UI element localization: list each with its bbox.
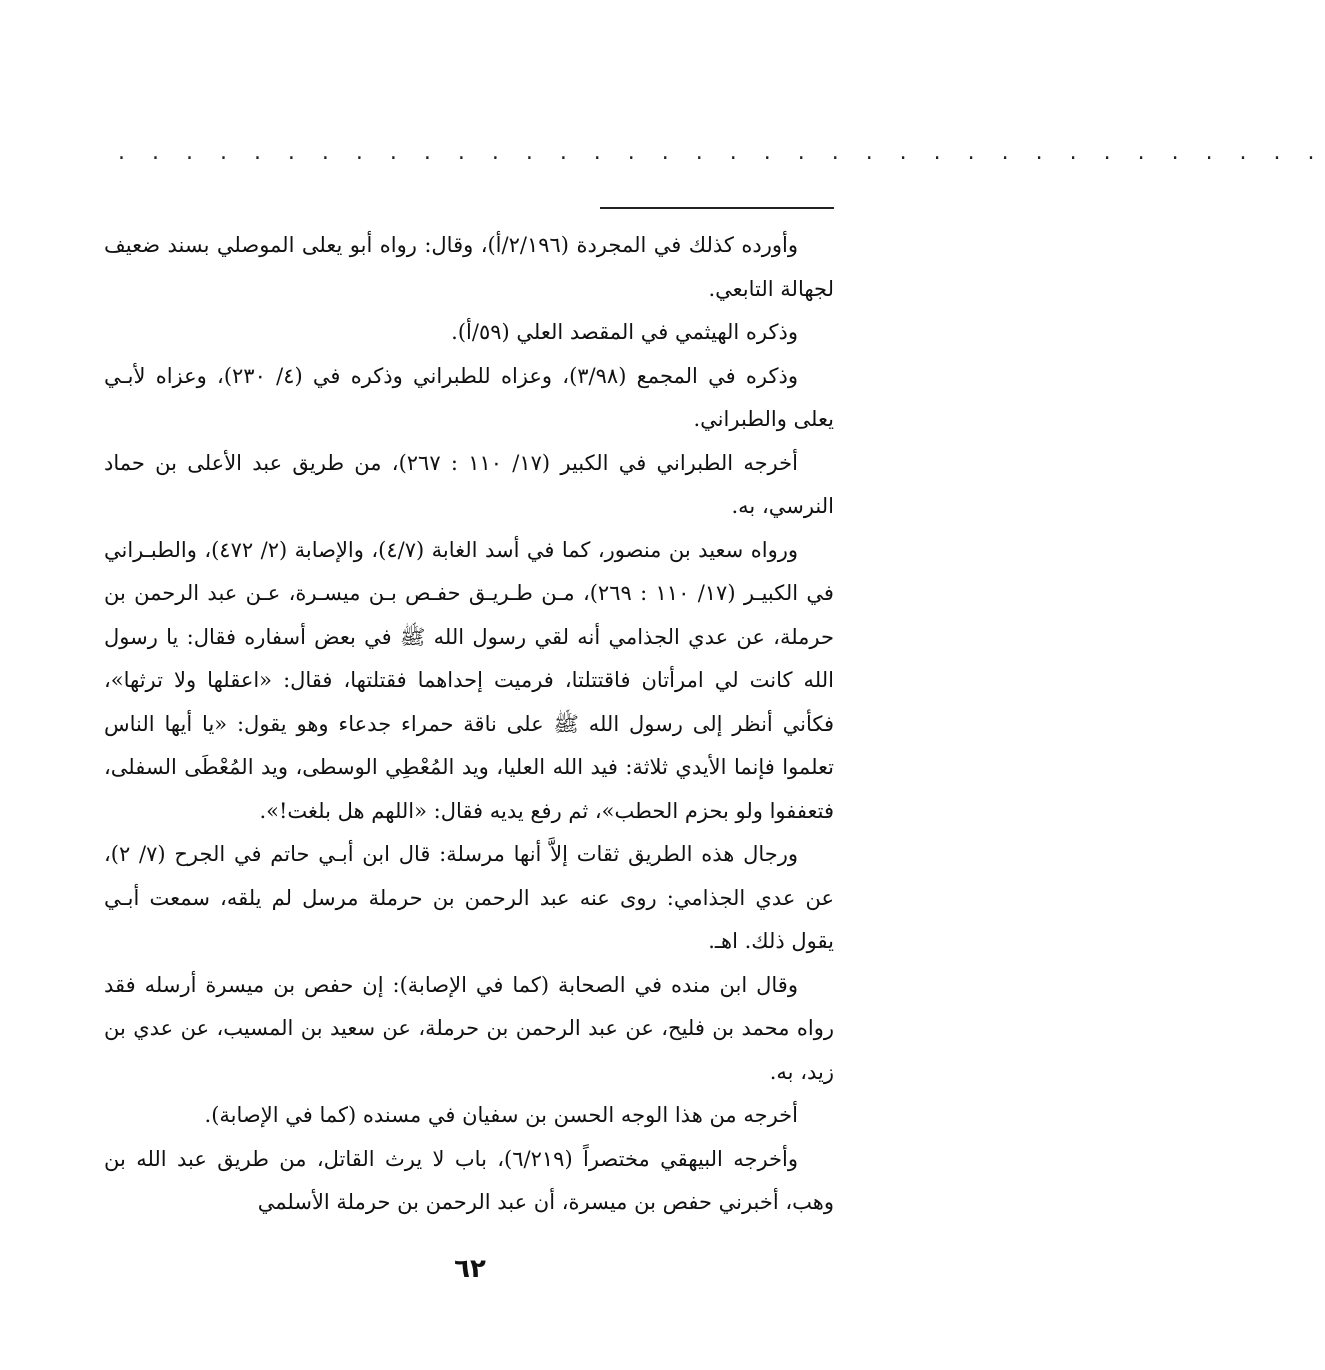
paragraph-2: وذكره الهيثمي في المقصد العلي (٥٩/أ). — [451, 320, 798, 344]
paragraph-8: أخرجه من هذا الوجه الحسن بن سفيان في مسنده (كما في الإصابة). — [204, 1103, 798, 1127]
page-number: ٦٢ — [454, 1254, 486, 1284]
paragraph-4: أخرجه الطبراني في الكبير (١٧/ ١١٠ : ٢٦٧)، من طريق عبد الأعلى بن حماد النرسي، به. — [104, 450, 834, 518]
paragraph-7: وقال ابن منده في الصحابة (كما في الإصابة): إن حفص بن ميسرة أرسله فقد رواه محمد بن فليح، عن عبد الرحمن بن حرملة، عن سعيد بن المسيب، عن عدي بن زيد، به. — [104, 972, 834, 1084]
paragraph-3: وذكره في المجمع (٣/٩٨)، وعزاه للطبراني وذكره في (٤/ ٢٣٠)، وعزاه لأبـي يعلى والطبراني. — [104, 363, 834, 431]
paragraph-1: وأورده كذلك في المجردة (٢/١٩٦/أ)، وقال: رواه أبو يعلى الموصلي بسند ضعيف لجهالة التابعي. — [104, 233, 834, 301]
paragraph-5: ورواه سعيد بن منصور، كما في أسد الغابة (٤/٧)، والإصابة (٢/ ٤٧٢)، والطبـراني في الكبيـر (١٧/ ١١٠ : ٢٦٩)، مـن طـريـق حفـص بـن ميسـرة، عـن عبد الرحمن بن حرملة، عن عدي الجذامي أنه لقي رسول الله ﷺ في بعض أسفاره فقال: يا رسول الله كانت لي امرأتان فاقتتلتا، فرميت إحداهما فقتلتها، فقال: «اعقلها ولا ترثها»، فكأني أنظر إلى رسول الله ﷺ على ناقة حمراء جدعاء وهو يقول: «يا أيها الناس تعلموا فإنما الأيدي ثلاثة: فيد الله العليا، ويد المُعْطِي الوسطى، ويد المُعْطَى السفلى، فتعففوا ولو بحزم الحطب»، ثم رفع يديه فقال: «اللهم هل بلغت!». — [104, 537, 834, 823]
footnote-text — [104, 224, 834, 1225]
paragraph-9: وأخرجه البيهقي مختصراً (٦/٢١٩)، باب لا يرث القاتل، من طريق عبد الله بن وهب، أخبرني حفص بن ميسرة، أن عبد الرحمن بن حرملة الأسلمي — [104, 1146, 834, 1214]
separator-dots: . . . . . . . . . . . . . . . . . . . . . . . . . . . . . . . . . . . . — [118, 140, 1325, 165]
footnote-rule — [600, 207, 834, 209]
paragraph-6: ورجال هذه الطريق ثقات إلاَّ أنها مرسلة: قال ابن أبـي حاتم في الجرح (٧/ ٢)، عن عدي الجذامي: روى عنه عبد الرحمن بن حرملة مرسل لم يلقه، سمعت أبـي يقول ذلك. اهـ. — [104, 842, 834, 953]
